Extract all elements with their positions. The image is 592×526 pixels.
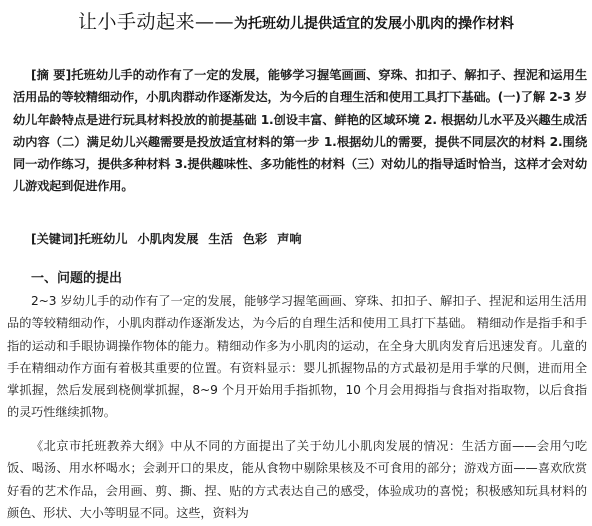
title-subtitle: 为托班幼儿提供适宜的发展小肌肉的操作材料: [234, 16, 514, 32]
keyword: 声响: [277, 232, 302, 246]
keyword: 色彩: [242, 232, 268, 246]
title-main: 让小手动起来——: [77, 11, 234, 33]
keyword: 生活: [208, 232, 233, 246]
keyword: 小肌肉发展: [137, 232, 199, 246]
keywords-label: [关键词]: [31, 232, 79, 246]
keywords-line: [31, 228, 587, 250]
article-title: [0, 9, 592, 37]
abstract-paragraph: [摘 要]托班幼儿手的动作有了一定的发展，能够学习握笔画画、穿珠、扣扣子、解扣子、捏泥和运用生活用品的等较精细动作，小肌肉群动作逐渐发达，为今后的自理生活和使用工具打下基础。(一)了解 2-3 岁幼儿年龄特点是进行玩具材料投放的前提基础 1.创设丰富、鲜艳的区域环境 2. 根据幼儿水平及兴趣生成活动内容（二）满足幼儿兴趣需要是投放适宜材料的第一步 1.根据幼儿的需要，提供不同层次的材料 2.围绕同一动作练习，提供多种材料 3.提供趣味性、多功能性的材料（三）对幼儿的指导适时恰当，这样才会对幼儿游戏起到促进作用。: [13, 68, 587, 194]
body-paragraph: 《北京市托班教养大纲》中从不同的方面提出了关于幼儿小肌肉发展的情况：生活方面——会用勺吃饭、喝汤、用水杯喝水；会剥开口的果皮，能从食物中剔除果核及不可食用的部分；游戏方面——喜欢欣赏好看的艺术作品，会用画、剪、撕、捏、贴的方式表达自己的感受，体验成功的喜悦；积极感知玩具材料的颜色、形状、大小等明显不同。这些，资料为: [7, 439, 587, 520]
body-paragraph: 2~3 岁幼儿手的动作有了一定的发展，能够学习握笔画画、穿珠、扣扣子、解扣子、捏泥和运用生活用品的等较精细动作，小肌肉群动作逐渐发达，为今后的自理生活和使用工具打下基础。 精细动作是指手和手指的运动和手眼协调操作物体的能力。精细动作多为小肌肉的运动，在全身大肌肉发育后迅速发育。儿童的手在精细动作方面有着极其重要的位置。有资料显示：婴儿抓握物品的方式最初是用手掌的尺侧，进而用全掌抓握，然后发展到桡侧掌抓握，8~9 个月开始用手指抓物，10 个月会用拇指与食指对指取物，以后食指的灵巧性继续抓物。: [7, 294, 587, 420]
keyword: 托班幼儿: [78, 232, 128, 246]
section-heading: 一、问题的提出: [31, 271, 123, 286]
